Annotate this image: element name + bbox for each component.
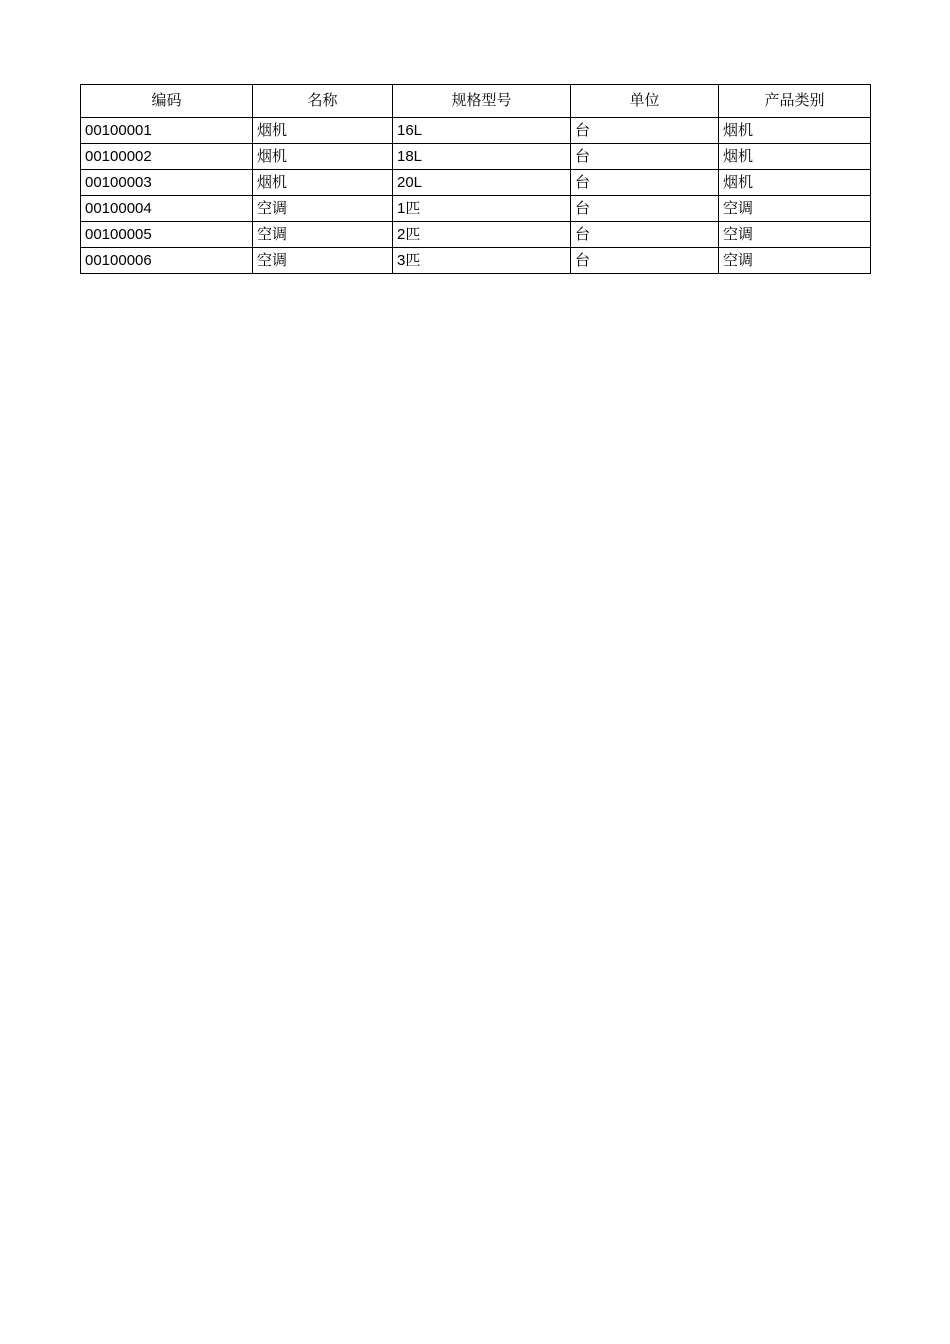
table-row (81, 196, 871, 222)
column-header-name: 名称 (253, 85, 393, 118)
cell-name: 空调 (253, 222, 393, 248)
cell-category: 烟机 (719, 144, 871, 170)
cell-unit: 台 (571, 118, 719, 144)
cell-spec: 3匹 (393, 248, 571, 274)
cell-unit: 台 (571, 170, 719, 196)
cell-code: 00100004 (81, 196, 253, 222)
table-row (81, 248, 871, 274)
cell-unit: 台 (571, 248, 719, 274)
cell-spec: 1匹 (393, 196, 571, 222)
cell-unit: 台 (571, 144, 719, 170)
product-table (80, 84, 871, 274)
table-row (81, 222, 871, 248)
cell-spec: 2匹 (393, 222, 571, 248)
cell-spec: 20L (393, 170, 571, 196)
column-header-spec: 规格型号 (393, 85, 571, 118)
cell-code: 00100006 (81, 248, 253, 274)
column-header-category: 产品类别 (719, 85, 871, 118)
cell-name: 空调 (253, 196, 393, 222)
cell-code: 00100003 (81, 170, 253, 196)
cell-unit: 台 (571, 222, 719, 248)
product-sheet (80, 84, 870, 274)
table-row (81, 144, 871, 170)
table-row (81, 170, 871, 196)
table-row (81, 118, 871, 144)
cell-code: 00100001 (81, 118, 253, 144)
cell-name: 烟机 (253, 118, 393, 144)
cell-name: 烟机 (253, 170, 393, 196)
cell-spec: 16L (393, 118, 571, 144)
cell-name: 空调 (253, 248, 393, 274)
cell-unit: 台 (571, 196, 719, 222)
column-header-unit: 单位 (571, 85, 719, 118)
cell-category: 空调 (719, 222, 871, 248)
cell-code: 00100002 (81, 144, 253, 170)
cell-category: 空调 (719, 196, 871, 222)
table-header-row (81, 85, 871, 118)
cell-name: 烟机 (253, 144, 393, 170)
column-header-code: 编码 (81, 85, 253, 118)
cell-spec: 18L (393, 144, 571, 170)
cell-category: 空调 (719, 248, 871, 274)
cell-category: 烟机 (719, 118, 871, 144)
cell-code: 00100005 (81, 222, 253, 248)
cell-category: 烟机 (719, 170, 871, 196)
